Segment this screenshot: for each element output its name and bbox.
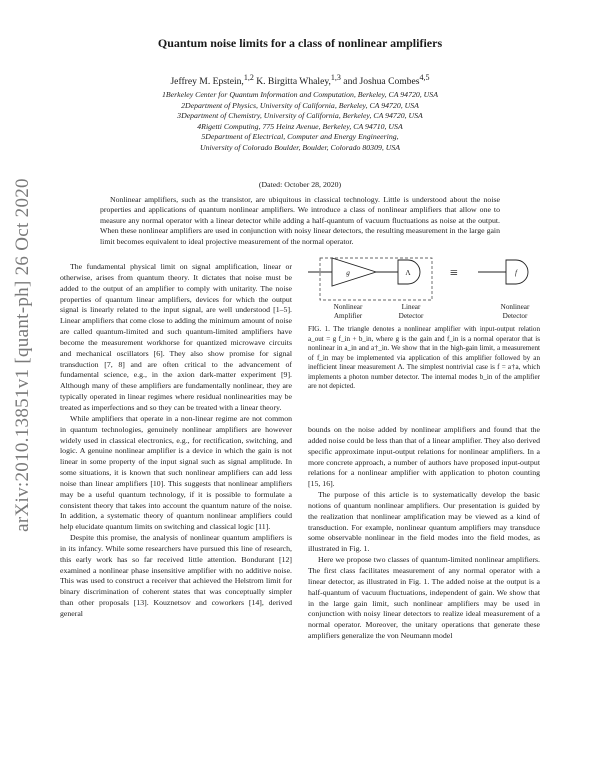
paragraph: Here we propose two classes of quantum-limited nonlinear amplifiers. The first class facilitates measurement of any normal operator with a linear detector, as illustrated in Fig. 1. The added noise at the output is a half-quantum of vacuum fluctuations, independent of gain. We show that in the large gain limit, such nonlinear amplifiers may be used in conjunction with noisy linear detectors to realize ideal measurement of a normal operator. Moreover, the unitary operations that generate these amplifiers generalize the von Neumann model xyxy=(308,555,540,641)
paragraph: The purpose of this article is to systematically develop the basic notions of quantum nonlinear amplifiers. Our presentation is guided by the realization that nonlinear amplification may be viewed as a kind of transduction. For example, nonlinear quantum amplifiers may transduce some observable nonlinear in the field modes into the field modes, as illustrated in Fig. 1. xyxy=(308,490,540,554)
paragraph: The fundamental physical limit on signal amplification, linear or otherwise, arises from quantum theory. It dictates that noise must be added to the output of an amplifier to comply with unitarity. The noise properties of quantum linear amplifiers, devices for which the output signal is linearly related to the input signal, are well understood [1–5]. Linear amplifiers that come close to adding the minimum amount of noise are called quantum-limited and such quantum-limited amplifiers have become the measurement workhorse for quantized microwave circuits and mechanical oscillators [6]. They also show promise for signal transduction [7, 8] and are often critical to the advancement of fundamental science, e.g., in the axion dark-matter experiment [9]. Although many of these amplifiers are fundamentally nonlinear, they are typically operated in linear regimes where residual nonlinearities may be treated as imperfections and so they can be treated with a linear theory. xyxy=(60,262,292,412)
paragraph: bounds on the noise added by nonlinear amplifiers and found that the added noise could be less than that of a linear amplifier. They also derived specific approximate input-output relations for nonlinear amplifiers. In a more concrete approach, a number of authors have proposed input-output relations for a nonlinear amplifier with application to photon counting [15, 16]. xyxy=(308,425,540,489)
f-label: f xyxy=(515,269,517,277)
figure-1-caption: FIG. 1. The triangle denotes a nonlinear amplifier with input-output relation a_out = g f_in + b_in, where g is the gain and f_in is a normal operator that is nonlinear in a_in and a†_in. We show that in the high-gain limit, a measurement of f_in may be implemented via application of this amplifier followed by an inefficient linear measurement Λ. The simplest nontrivial case is f = a†a, which implements a photon number detector. The internal modes b_in of the amplifier are not depicted. xyxy=(308,325,540,390)
affiliation-1: 1Berkeley Center for Quantum Information and Computation, Berkeley, CA 94720, USA xyxy=(162,90,438,99)
right-column xyxy=(308,425,540,642)
paper-title: Quantum noise limits for a class of nonlinear amplifiers xyxy=(157,36,443,50)
dated-line: (Dated: October 28, 2020) xyxy=(258,180,342,189)
label-nonlinear-detector-2: Detector xyxy=(502,312,528,320)
affiliation-5-cont: University of Colorado Boulder, Boulder, Colorado 80309, USA xyxy=(199,142,401,152)
gain-label: g xyxy=(346,269,350,277)
paragraph: Despite this promise, the analysis of nonlinear quantum amplifiers is in its infancy. While some researchers have pursued this line of research, this early work has so far received little attention. Bondurant [12] examined a nonlinear phase insensitive amplifier with no additive noise. This was used to construct a receiver that achieved the Helstrom limit for binary discrimination of coherent states that was conceptually simpler than other proposals [13]. Kouznetsov and coworkers [14], derived general xyxy=(60,533,292,618)
affiliation-3: 3Department of Chemistry, University of California, Berkeley, CA 94720, USA xyxy=(177,111,423,121)
author-list: Jeffrey M. Epstein,$^{1,2}$ K. Birgitta Whaley,$^{1,3}$ and Joshua Combes$^{4,5}$ xyxy=(170,73,430,88)
nonlinear-detector-shape xyxy=(506,260,528,284)
label-linear-detector-1: Linear xyxy=(401,303,421,311)
label-nonlinear-amplifier-2: Amplifier xyxy=(333,312,363,320)
affiliation-5: 5Department of Electrical, Computer and Energy Engineering, xyxy=(201,132,399,142)
label-nonlinear-amplifier-1: Nonlinear xyxy=(333,303,363,311)
equivalence-sign: ≡ xyxy=(450,266,458,281)
amplifier-triangle xyxy=(332,258,376,286)
label-nonlinear-detector-1: Nonlinear xyxy=(500,303,530,311)
affiliation-2: 2Department of Physics, University of California, Berkeley, CA 94720, USA xyxy=(181,100,419,110)
left-column xyxy=(60,262,292,620)
affiliation-4: 4Rigetti Computing, 775 Heinz Avenue, Berkeley, CA 94710, USA xyxy=(197,121,403,131)
abstract: Nonlinear amplifiers, such as the transistor, are ubiquitous in classical technology. Little is understood about the noise properties and applications of quantum nonlinear amplifiers. We introduce a class of nonlinear amplifiers that allow one to measure any normal operator with a linear detector while adding a half-quantum of vacuum fluctuations as noise at the output. When these nonlinear amplifiers are used in conjunction with noisy linear detectors, the resulting measurement in the large gain limit becomes equivalent to ideal projective measurement of the normal operator. xyxy=(100,195,500,246)
arxiv-stamp-text: arXiv:2010.13851v1 [quant-ph] 26 Oct 2020 xyxy=(12,178,33,532)
affiliations xyxy=(60,90,540,154)
arxiv-stamp xyxy=(6,180,40,530)
lambda-label: Λ xyxy=(405,269,411,277)
paragraph: While amplifiers that operate in a non-linear regime are not common in quantum technologies, genuinely nonlinear amplifiers are however widely used in classical electronics, e.g., for rectification, switching, and logic. A genuine nonlinear amplifier is a device in which the gain is not linear in some property of the input signal such as signal amplitude. In some situations, it is known that such nonlinear amplifiers can add less noise than linear amplifiers [10]. This suggests that nonlinear amplifiers may be a useful quantum technology, if it is possible to formulate a consistent theory that takes into account the quantum nature of the noise. In addition, a systematic theory of quantum nonlinear amplifiers could help elucidate quantum limits on switching and classical logic [11]. xyxy=(60,413,292,532)
label-linear-detector-2: Detector xyxy=(398,312,424,320)
figure-1-diagram xyxy=(308,252,540,320)
